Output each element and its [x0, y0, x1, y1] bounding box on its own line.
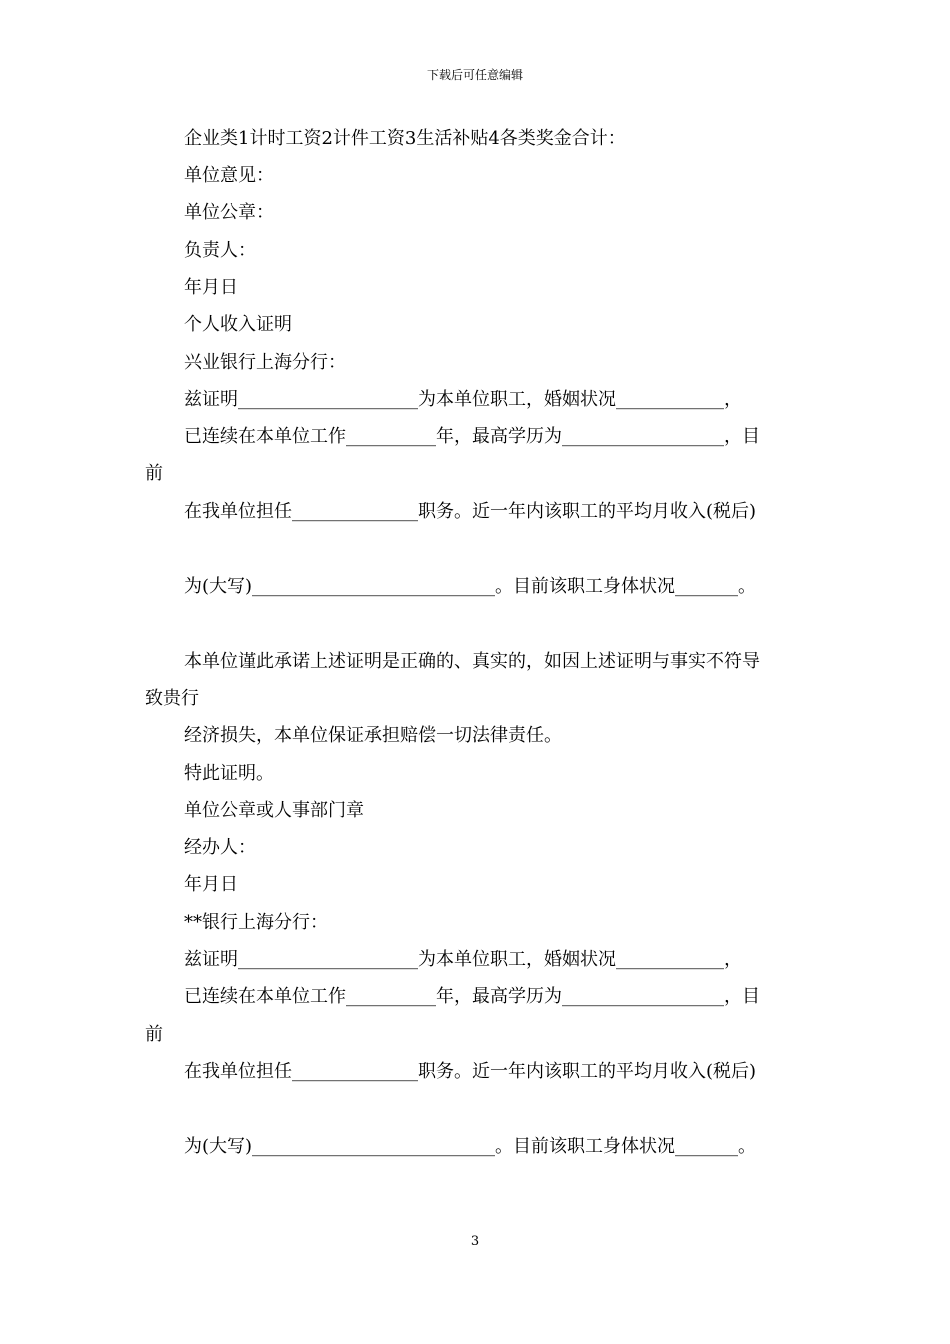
text-line-position-income: 在我单位担任______________职务。近一年内该职工的平均月收入(税后) [184, 1061, 757, 1082]
text-line-certify-employee: 兹证明____________________为本单位职工，婚姻状况____________， [184, 389, 742, 410]
text-line-addressee: **银行上海分行： [184, 912, 328, 933]
text-line-wrap: 前 [145, 1024, 163, 1045]
text-line-unit-seal: 单位公章： [184, 202, 274, 223]
text-line-amount-health: 为(大写)___________________________。目前该职工身体状况_______。 [184, 576, 757, 597]
text-line-person-in-charge: 负责人： [184, 240, 256, 261]
text-line-salary-categories: 企业类1计时工资2计件工资3生活补贴4各类奖金合计： [184, 128, 626, 149]
page-number: 3 [470, 1234, 480, 1249]
text-line-seal-department: 单位公章或人事部门章 [184, 800, 364, 821]
text-line-guarantee: 本单位谨此承诺上述证明是正确的、真实的，如因上述证明与事实不符导 [184, 651, 760, 672]
text-line-date: 年月日 [184, 874, 238, 895]
text-line-work-duration: 已连续在本单位工作__________年，最高学历为__________________，目 [184, 986, 760, 1007]
text-line-hereby-certify: 特此证明。 [184, 763, 274, 784]
text-line-date: 年月日 [184, 277, 238, 298]
text-line-work-duration: 已连续在本单位工作__________年，最高学历为__________________，目 [184, 426, 760, 447]
text-line-position-income: 在我单位担任______________职务。近一年内该职工的平均月收入(税后) [184, 501, 757, 522]
text-line-wrap: 致贵行 [145, 688, 199, 709]
text-line-amount-health: 为(大写)___________________________。目前该职工身体状况_______。 [184, 1136, 757, 1157]
section-title-income-certificate: 个人收入证明 [184, 314, 292, 335]
text-line-wrap: 前 [145, 463, 163, 484]
text-line-certify-employee: 兹证明____________________为本单位职工，婚姻状况____________， [184, 949, 742, 970]
text-line-addressee: 兴业银行上海分行： [184, 352, 346, 373]
text-line-liability: 经济损失，本单位保证承担赔偿一切法律责任。 [184, 725, 562, 746]
page-header: 下载后可任意编辑 [426, 68, 523, 82]
text-line-unit-opinion: 单位意见： [184, 165, 274, 186]
text-line-handler: 经办人： [184, 837, 256, 858]
